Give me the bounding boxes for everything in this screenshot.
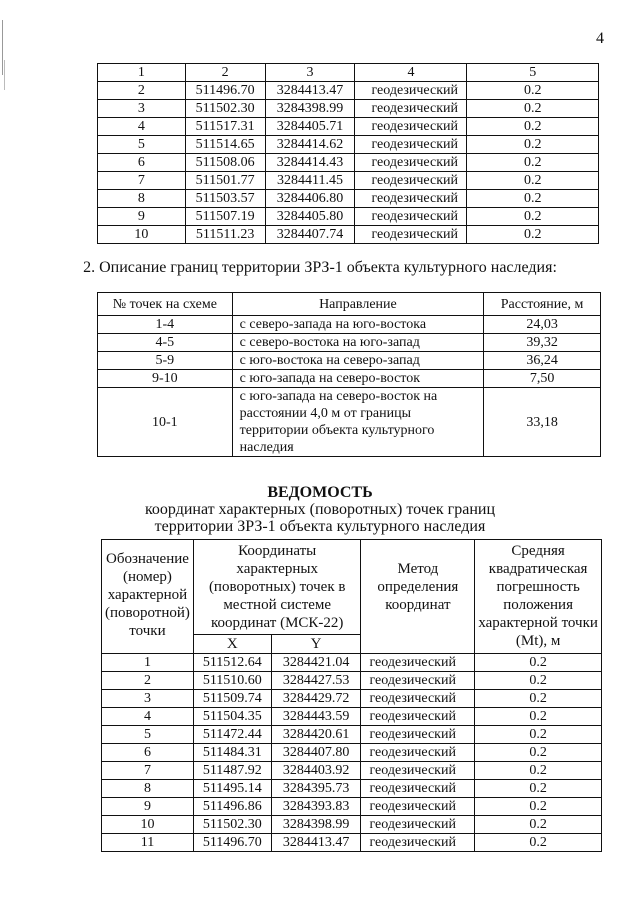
table-cell: 511508.06 (185, 154, 265, 172)
table-header-row (98, 64, 599, 82)
column-header-coordinates: Координаты характерных (поворотных) точек в местной системе координат (МСК-22) (193, 540, 361, 635)
table-cell: 9 (102, 798, 194, 816)
table-cell: 6 (102, 744, 194, 762)
table-cell: 0.2 (467, 208, 599, 226)
table-cell: геодезический (355, 82, 467, 100)
table-cell: 2 (98, 82, 186, 100)
table-cell: 7 (102, 762, 194, 780)
table-cell: 3284420.61 (271, 726, 361, 744)
table-cell: 0.2 (475, 780, 602, 798)
table-cell: геодезический (355, 208, 467, 226)
table-cell: 511503.57 (185, 190, 265, 208)
table-cell: 0.2 (467, 118, 599, 136)
table-cell: 511496.70 (193, 834, 271, 852)
table-cell: 0.2 (467, 136, 599, 154)
table-cell: 7,50 (484, 370, 601, 388)
table-cell: 511496.86 (193, 798, 271, 816)
table-cell: геодезический (355, 118, 467, 136)
table-cell: 8 (98, 190, 186, 208)
table-row (98, 370, 601, 388)
table-cell: 1 (102, 654, 194, 672)
table-row (102, 726, 602, 744)
column-header: 4 (355, 64, 467, 82)
table-cell: геодезический (355, 154, 467, 172)
table-cell: 3284427.53 (271, 672, 361, 690)
table-cell: 9 (98, 208, 186, 226)
column-header: 3 (265, 64, 355, 82)
scan-edge-mark (2, 20, 3, 75)
table-cell: 511501.77 (185, 172, 265, 190)
table-header-row (98, 293, 601, 316)
table-cell: 0.2 (475, 798, 602, 816)
table-row (98, 136, 599, 154)
table-cell: 511496.70 (185, 82, 265, 100)
table-row (98, 226, 599, 244)
table-row (102, 690, 602, 708)
table-cell: 0.2 (475, 726, 602, 744)
table-cell: геодезический (355, 136, 467, 154)
table-cell: 3284406.80 (265, 190, 355, 208)
page-number: 4 (596, 30, 604, 47)
table-row (98, 352, 601, 370)
table-cell: с северо-запада на юго-востока (232, 316, 483, 334)
table-cell: 511504.35 (193, 708, 271, 726)
table-cell: геодезический (355, 226, 467, 244)
table-cell: 4-5 (98, 334, 233, 352)
table-cell: 0.2 (467, 100, 599, 118)
table-cell: 0.2 (467, 82, 599, 100)
table-cell: 9-10 (98, 370, 233, 388)
table-cell: 5 (98, 136, 186, 154)
table-cell: 3284405.71 (265, 118, 355, 136)
table-cell: 7 (98, 172, 186, 190)
table-cell: 511517.31 (185, 118, 265, 136)
table-cell: 3284405.80 (265, 208, 355, 226)
table-row (102, 780, 602, 798)
column-header: Направление (232, 293, 483, 316)
table-cell: 511514.65 (185, 136, 265, 154)
table-row (102, 834, 602, 852)
table-cell: 6 (98, 154, 186, 172)
table-cell: 39,32 (484, 334, 601, 352)
table-cell: геодезический (361, 816, 475, 834)
table-cell: 0.2 (475, 834, 602, 852)
table-cell: 3284414.62 (265, 136, 355, 154)
table-cell: геодезический (361, 654, 475, 672)
table-cell: 3284429.72 (271, 690, 361, 708)
table-row (102, 816, 602, 834)
table-cell: 3284395.73 (271, 780, 361, 798)
table-row (98, 154, 599, 172)
table-cell: 4 (102, 708, 194, 726)
table-cell: с юго-запада на северо-восток (232, 370, 483, 388)
table-row (98, 388, 601, 457)
table-cell: 3284398.99 (271, 816, 361, 834)
table-cell: геодезический (355, 100, 467, 118)
table-cell: 0.2 (467, 226, 599, 244)
table-row (102, 744, 602, 762)
table-cell: 3284393.83 (271, 798, 361, 816)
table-cell: 511509.74 (193, 690, 271, 708)
table-cell: 33,18 (484, 388, 601, 457)
table-cell: 1-4 (98, 316, 233, 334)
table-cell: 511510.60 (193, 672, 271, 690)
table-cell: 3284407.74 (265, 226, 355, 244)
table-row (98, 190, 599, 208)
table-cell: 511472.44 (193, 726, 271, 744)
table-cell: геодезический (361, 798, 475, 816)
vedomost-subtitle-line1: координат характерных (поворотных) точек границ (144, 501, 496, 518)
table-cell: 511487.92 (193, 762, 271, 780)
column-header-x: X (193, 635, 271, 654)
table-row (102, 672, 602, 690)
table-row (98, 208, 599, 226)
table-cell: с юго-запада на северо-восток на расстоянии 4,0 м от границы территории объекта культурного наследия (232, 388, 483, 457)
table-cell: 4 (98, 118, 186, 136)
table-cell: геодезический (361, 744, 475, 762)
table-row (98, 82, 599, 100)
column-header: 1 (98, 64, 186, 82)
table-cell: 0.2 (467, 154, 599, 172)
table-cell: 3284421.04 (271, 654, 361, 672)
table-row (102, 798, 602, 816)
table-cell: геодезический (361, 672, 475, 690)
table-cell: геодезический (361, 690, 475, 708)
table-cell: 3284443.59 (271, 708, 361, 726)
table-cell: 511507.19 (185, 208, 265, 226)
table-row (98, 334, 601, 352)
column-header-point: Обозначение (номер) характерной (поворотной) точки (102, 540, 194, 654)
table-cell: 36,24 (484, 352, 601, 370)
table-cell: 0.2 (467, 190, 599, 208)
table-cell: 3 (98, 100, 186, 118)
table-cell: геодезический (355, 190, 467, 208)
column-header: 5 (467, 64, 599, 82)
table-row (102, 708, 602, 726)
table-cell: геодезический (361, 834, 475, 852)
table-cell: 3284411.45 (265, 172, 355, 190)
boundary-description-table (97, 292, 601, 457)
table-cell: 3284407.80 (271, 744, 361, 762)
section-2-title: 2. Описание границ территории ЗРЗ-1 объекта культурного наследия: (83, 259, 557, 276)
table-cell: геодезический (361, 762, 475, 780)
table-cell: 10-1 (98, 388, 233, 457)
table-cell: 511484.31 (193, 744, 271, 762)
table-cell: 0.2 (475, 654, 602, 672)
table-cell: 3284413.47 (265, 82, 355, 100)
table-cell: 10 (102, 816, 194, 834)
table-cell: геодезический (361, 780, 475, 798)
coordinates-table-continued (97, 63, 599, 244)
table-cell: с юго-востока на северо-запад (232, 352, 483, 370)
table-cell: 0.2 (467, 172, 599, 190)
table-cell: 24,03 (484, 316, 601, 334)
column-header-method: Метод определения координат (361, 540, 475, 654)
table-cell: 0.2 (475, 690, 602, 708)
scan-edge-mark (4, 60, 5, 90)
table-cell: 0.2 (475, 762, 602, 780)
table-cell: 11 (102, 834, 194, 852)
table-cell: 0.2 (475, 744, 602, 762)
table-cell: 0.2 (475, 708, 602, 726)
table-row (102, 654, 602, 672)
table-row (98, 316, 601, 334)
table-cell: 8 (102, 780, 194, 798)
table-cell: 511511.23 (185, 226, 265, 244)
table-cell: геодезический (361, 726, 475, 744)
table-row (98, 172, 599, 190)
table-row (102, 762, 602, 780)
table-cell: 511502.30 (193, 816, 271, 834)
table-cell: геодезический (355, 172, 467, 190)
table-cell: 511502.30 (185, 100, 265, 118)
coordinates-table (101, 539, 602, 852)
table-cell: 3284413.47 (271, 834, 361, 852)
column-header: Расстояние, м (484, 293, 601, 316)
table-cell: с северо-востока на юго-запад (232, 334, 483, 352)
vedomost-title: ВЕДОМОСТЬ (267, 484, 373, 501)
table-cell: 5-9 (98, 352, 233, 370)
table-cell: 0.2 (475, 672, 602, 690)
table-cell: 3 (102, 690, 194, 708)
column-header-y: Y (271, 635, 361, 654)
table-cell: 2 (102, 672, 194, 690)
column-header-error: Средняя квадратическая погрешность положения характерной точки (Mt), м (475, 540, 602, 654)
table-cell: 10 (98, 226, 186, 244)
table-cell: 3284398.99 (265, 100, 355, 118)
table-cell: 0.2 (475, 816, 602, 834)
table-cell: 3284414.43 (265, 154, 355, 172)
table-header-row (102, 540, 602, 635)
table-cell: геодезический (361, 708, 475, 726)
vedomost-subtitle-line2: территории ЗРЗ-1 объекта культурного наследия (154, 518, 486, 535)
vedomost-heading (0, 484, 640, 535)
table-cell: 5 (102, 726, 194, 744)
table-cell: 511495.14 (193, 780, 271, 798)
column-header: 2 (185, 64, 265, 82)
table-row (98, 100, 599, 118)
table-cell: 3284403.92 (271, 762, 361, 780)
table-cell: 511512.64 (193, 654, 271, 672)
table-row (98, 118, 599, 136)
column-header: № точек на схеме (98, 293, 233, 316)
